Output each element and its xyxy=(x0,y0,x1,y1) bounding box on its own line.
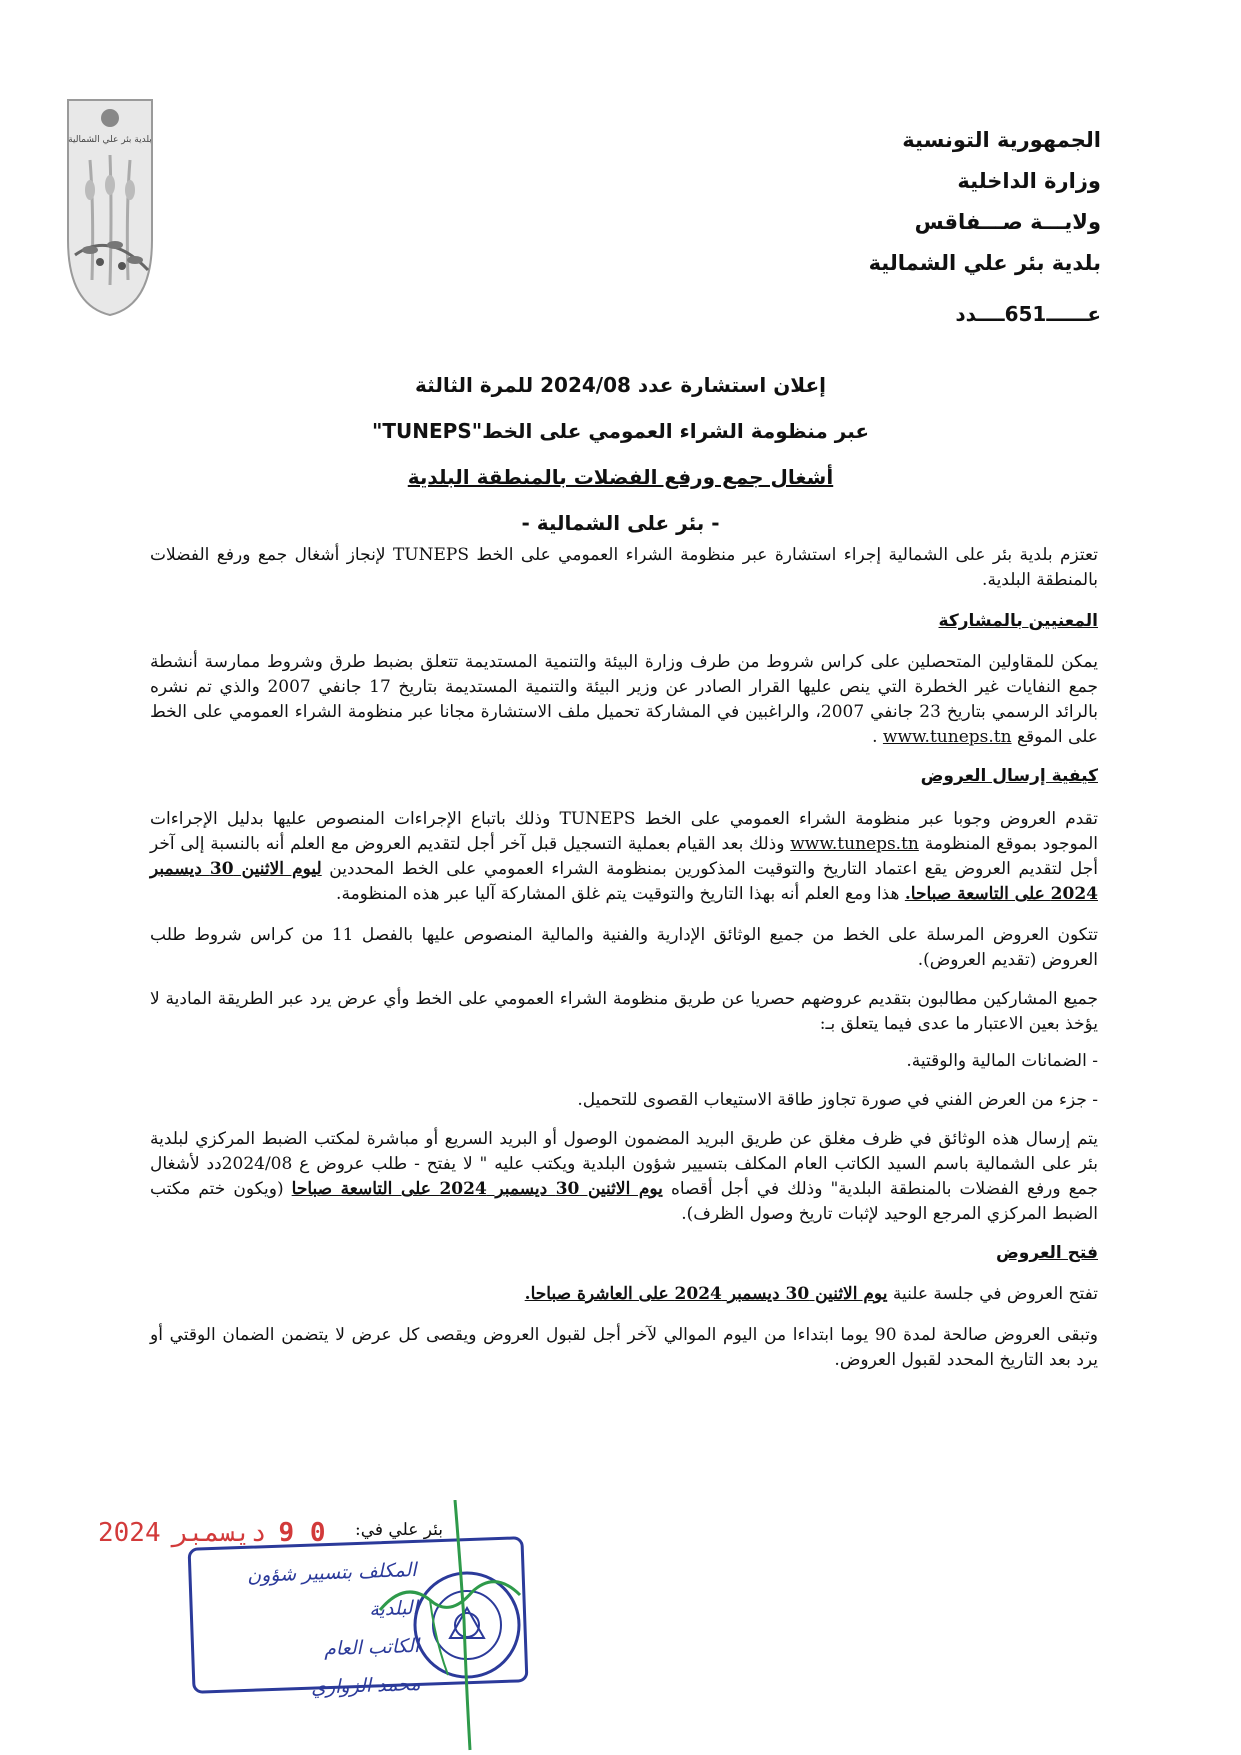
validity-paragraph: وتبقى العروض صالحة لمدة 90 يوما ابتداءا من اليوم الموالي لآخر أجل لقبول العروض ويقصى كل عرض لا يتضمن الضمان الوقتي أو يرد بعد التاريخ المحدد لقبول العروض. xyxy=(150,1325,1099,1370)
signature-place: بئر علي في: xyxy=(355,1520,444,1540)
participants-paragraph xyxy=(150,650,1098,750)
title-line-3: أشغال جمع ورفع الفضلات بالمنطقة البلدية xyxy=(407,465,834,489)
opening-heading: فتح العروض xyxy=(995,1243,1098,1263)
title-line-1: إعلان استشارة عدد 2024/08 للمرة الثالثة xyxy=(415,373,826,397)
stamp-role: الكاتب العام xyxy=(323,1634,420,1661)
opening-date: يوم الاثنين 30 ديسمبر 2024 على العاشرة صباحا. xyxy=(524,1284,888,1304)
tuneps-link[interactable]: www.tuneps.tn xyxy=(882,727,1012,747)
submission-item-2: - جزء من العرض الفني في صورة تجاوز طاقة الاستيعاب القصوى للتحميل. xyxy=(577,1090,1098,1110)
participants-text: يمكن للمقاولين المتحصلين على كراس شروط من طرف وزارة البيئة والتنمية المستديمة تتعلق بضبط طرق وشروط ممارسة أنشطة جمع النفايات غير الخطرة التي ينص عليها القرار الصادر عن وزير البيئة والتنمية المستديمة بتاريخ 17 جانفي 2007 والذي تم نشره بالرائد الرسمي بتاريخ 23 جانفي 2007، والراغبين في المشاركة تحميل ملف الاستشارة مجانا عبر منظومة الشراء العمومي على الخط على الموقع xyxy=(150,652,1099,747)
submission-text-b: وذلك بعد القيام بعملية التسجيل قبل آخر أجل لتقديم العروض مع العلم أنه بالنسبة إلى آخر أجل لتقديم العروض يقع اعتماد التاريخ والتوقيت المذكورين بمنظومة الشراء العمومي على الخط المحددين xyxy=(150,834,1098,879)
submission-text-a: تقدم العروض وجوبا عبر منظومة الشراء العمومي على الخط TUNEPS وذلك باتباع الإجراءات المنصوص عليها بدليل الإجراءات الموجود بموقع المنظومة xyxy=(150,809,1098,854)
submission-deadline: ليوم الاثنين 30 ديسمبر 2024 على التاسعة صباحا. xyxy=(150,859,1098,904)
tuneps-link-2[interactable]: www.tuneps.tn xyxy=(790,834,919,854)
participants-heading: المعنيين بالمشاركة xyxy=(938,611,1098,631)
republic-name: الجمهورية التونسية xyxy=(902,128,1101,152)
intro-paragraph: تعتزم بلدية بئر على الشمالية إجراء استشارة عبر منظومة الشراء العمومي على الخط TUNEPS لإنجاز أشغال جمع ورفع الفضلات بالمنطقة البلدية. xyxy=(150,545,1098,590)
opening-paragraph xyxy=(150,1282,1098,1307)
submission-p4-deadline: يوم الاثنين 30 ديسمبر 2024 على التاسعة صباحا xyxy=(291,1179,663,1199)
submission-heading: كيفية إرسال العروض xyxy=(920,766,1098,786)
submission-paragraph-2: تتكون العروض المرسلة على الخط من جميع الوثائق الإدارية والفنية والمالية المنصوص عليها بالفصل 11 من كراس شروط طلب العروض (تقديم العروض). xyxy=(150,925,1098,970)
announcement-body xyxy=(150,543,1098,1373)
submission-p4-text-b: (ويكون ختم مكتب الضبط المركزي المرجع الوحيد لإثبات تاريخ وصول الظرف). xyxy=(150,1179,1098,1224)
ministry-name: وزارة الداخلية xyxy=(957,169,1101,193)
participants-end: . xyxy=(872,727,883,747)
handwritten-signature xyxy=(360,1500,540,1755)
announcement-titles xyxy=(150,362,1091,546)
submission-paragraph-3: جميع المشاركين مطالبون بتقديم عروضهم حصريا عن طريق منظومة الشراء العمومي على الخط وأي عرض يرد عبر الطريقة المادية لا يؤخذ بعين الاعتبار ما عدى فيما يتعلق بـ: xyxy=(150,989,1098,1034)
governorate-name: ولايـــة صـــفاقس xyxy=(914,210,1101,234)
submission-text-c: هذا ومع العلم أنه بهذا التاريخ والتوقيت يتم غلق المشاركة آليا عبر هذه المنظومة. xyxy=(336,884,900,904)
letterhead xyxy=(681,120,1101,335)
stamp-name: محمد الزواري xyxy=(310,1672,421,1699)
submission-item-1: - الضمانات المالية والوقتية. xyxy=(906,1051,1098,1071)
svg-text:بلدية بئر علي الشمالية: بلدية بئر علي الشمالية xyxy=(68,135,152,145)
date-stamp-month: ديسمبر xyxy=(172,1518,267,1548)
submission-paragraph-4 xyxy=(150,1127,1098,1227)
submission-p4-text-a: يتم إرسال هذه الوثائق في ظرف مغلق عن طريق البريد المضمون الوصول أو البريد السريع أو مباشرة لمكتب الضبط المركزي لبلدية بئر على الشمالية باسم السيد الكاتب العام المكلف بتسيير شؤون البلدية ويكتب عليه " لا يفتح - طلب عروض ع 2024/08دد لأشغال جمع ورفع الفضلات بالمنطقة البلدية" وذلك في أجل أقصاه xyxy=(150,1129,1098,1199)
title-line-2: عبر منظومة الشراء العمومي على الخط"TUNEPS" xyxy=(371,419,870,443)
municipality-name: بلدية بئر علي الشمالية xyxy=(868,251,1101,275)
opening-text: تفتح العروض في جلسة علنية xyxy=(892,1284,1098,1304)
date-stamp-day: 0 9 xyxy=(278,1518,326,1548)
stamp-title: المكلف بتسيير شؤون البلدية xyxy=(246,1558,419,1621)
date-stamp-year: 2024 xyxy=(98,1518,161,1548)
submission-paragraph-1 xyxy=(150,807,1098,907)
document-number: عــــــ651ــــدد xyxy=(955,302,1101,326)
municipality-logo xyxy=(60,90,160,320)
title-line-4: - بئر على الشمالية - xyxy=(521,511,720,535)
